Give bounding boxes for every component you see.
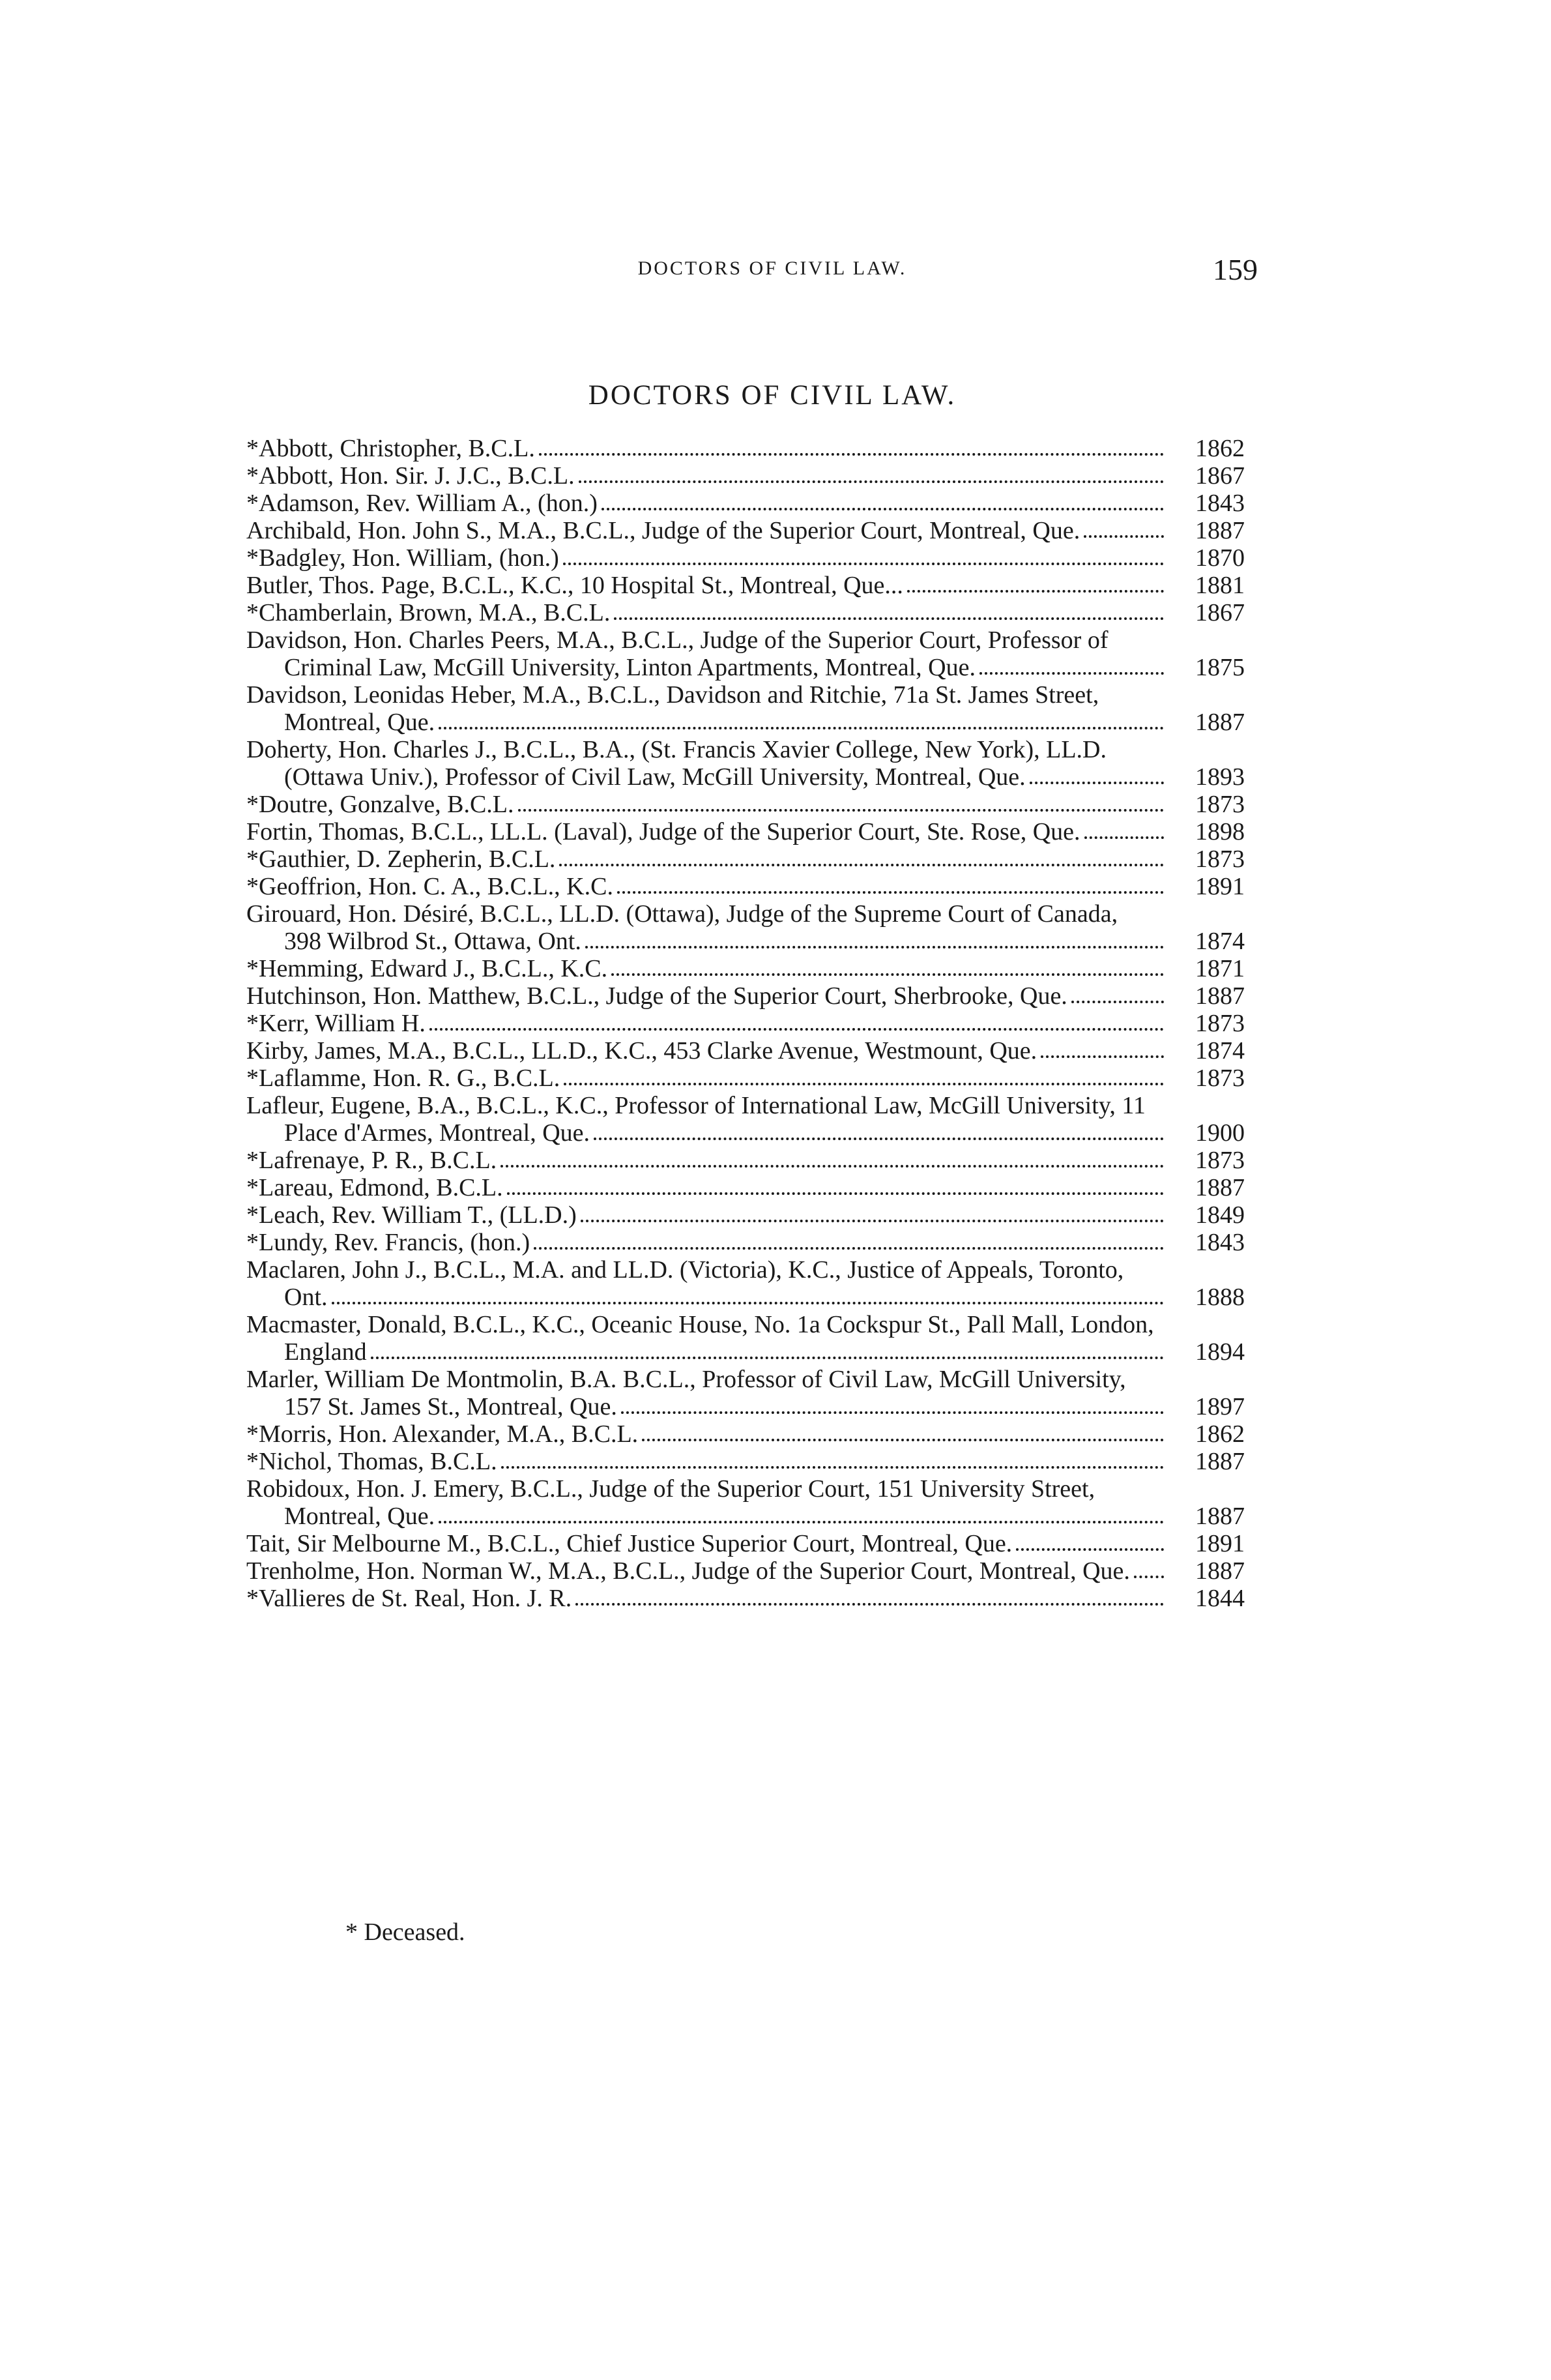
- entry-year: 1867: [1195, 599, 1245, 626]
- dot-leader: [1016, 1548, 1164, 1551]
- dot-leader: [602, 508, 1164, 510]
- list-item: [246, 1366, 1245, 1420]
- entry-name: *Vallieres de St. Real, Hon. J. R.: [246, 1585, 572, 1612]
- list-item: [246, 1201, 1245, 1229]
- dot-leader: [907, 590, 1164, 593]
- list-item: [246, 1037, 1245, 1065]
- entry-year: 1887: [1195, 982, 1245, 1010]
- list-item: [246, 982, 1245, 1010]
- list-item: [246, 435, 1245, 462]
- entry-year: 1887: [1195, 517, 1245, 544]
- dot-leader: [1134, 1576, 1164, 1578]
- dot-leader: [575, 1603, 1164, 1606]
- entry-name: *Lundy, Rev. Francis, (hon.): [246, 1229, 530, 1256]
- list-item: [246, 1448, 1245, 1475]
- entry-year: 1871: [1195, 955, 1245, 982]
- entry-year: 1873: [1195, 791, 1245, 818]
- section-title: DOCTORS OF CIVIL LAW.: [588, 380, 957, 411]
- entry-year: 1893: [1195, 763, 1245, 791]
- entry-year: 1900: [1195, 1119, 1245, 1147]
- list-item: [246, 1475, 1245, 1530]
- entry-year: 1843: [1195, 1229, 1245, 1256]
- entry-name: *Chamberlain, Brown, M.A., B.C.L.: [246, 599, 611, 626]
- entry-year: 1873: [1195, 845, 1245, 873]
- entry-name: *Abbott, Hon. Sir. J. J.C., B.C.L.: [246, 462, 575, 490]
- dot-leader: [564, 1083, 1164, 1085]
- running-head: [287, 253, 1258, 297]
- entry-name: *Lafrenaye, P. R., B.C.L.: [246, 1147, 497, 1174]
- running-title: DOCTORS OF CIVIL LAW.: [637, 257, 907, 279]
- list-item: [246, 490, 1245, 517]
- entry-year: 1891: [1195, 1530, 1245, 1557]
- list-item: [246, 1092, 1245, 1147]
- list-item: [246, 1420, 1245, 1448]
- entry-name: Lafleur, Eugene, B.A., B.C.L., K.C., Professor of International Law, McGill University, 11 Place d'Armes, Montreal, Que.: [246, 1092, 1146, 1147]
- entry-year: 1887: [1195, 1503, 1245, 1530]
- footnote: * Deceased.: [345, 1918, 465, 1946]
- entry-year: 1891: [1195, 873, 1245, 900]
- entry-year: 1888: [1195, 1284, 1245, 1311]
- entry-name: *Hemming, Edward J., B.C.L., K.C.: [246, 955, 608, 982]
- entry-year: 1844: [1195, 1585, 1245, 1612]
- list-item: [246, 1256, 1245, 1311]
- dot-leader: [371, 1357, 1164, 1359]
- list-item: [246, 873, 1245, 900]
- dot-leader: [559, 864, 1164, 866]
- entry-year: 1881: [1195, 572, 1245, 599]
- entry-name: *Geoffrion, Hon. C. A., B.C.L., K.C.: [246, 873, 613, 900]
- dot-leader: [585, 946, 1164, 948]
- entry-year: 1862: [1195, 435, 1245, 462]
- entry-name: Maclaren, John J., B.C.L., M.A. and LL.D. (Victoria), K.C., Justice of Appeals, Toronto, Ont.: [246, 1256, 1124, 1311]
- dot-leader: [429, 1028, 1164, 1031]
- entry-year: 1873: [1195, 1147, 1245, 1174]
- entry-name: Macmaster, Donald, B.C.L., K.C., Oceanic House, No. 1a Cockspur St., Pall Mall, London, England: [246, 1311, 1154, 1366]
- entry-name: *Badgley, Hon. William, (hon.): [246, 544, 559, 572]
- dot-leader: [501, 1466, 1164, 1469]
- dot-leader: [1030, 782, 1164, 784]
- dot-leader: [439, 1521, 1164, 1523]
- list-item: [246, 818, 1245, 845]
- dot-leader: [534, 1247, 1164, 1250]
- entry-name: *Doutre, Gonzalve, B.C.L.: [246, 791, 514, 818]
- entry-year: 1887: [1195, 1174, 1245, 1201]
- dot-leader: [332, 1302, 1165, 1304]
- entry-year: 1843: [1195, 490, 1245, 517]
- list-item: [246, 1585, 1245, 1612]
- entry-name: Tait, Sir Melbourne M., B.C.L., Chief Justice Superior Court, Montreal, Que.: [246, 1530, 1013, 1557]
- entry-year: 1898: [1195, 818, 1245, 845]
- entry-year: 1867: [1195, 462, 1245, 490]
- entry-year: 1849: [1195, 1201, 1245, 1229]
- dot-leader: [507, 1192, 1164, 1195]
- entry-year: 1873: [1195, 1010, 1245, 1037]
- doctors-list: [246, 435, 1245, 1612]
- list-item: [246, 1311, 1245, 1366]
- list-item: [246, 1557, 1245, 1585]
- entry-name: *Nichol, Thomas, B.C.L.: [246, 1448, 497, 1475]
- entry-name: Hutchinson, Hon. Matthew, B.C.L., Judge of the Superior Court, Sherbrooke, Que.: [246, 982, 1067, 1010]
- entry-name: Robidoux, Hon. J. Emery, B.C.L., Judge of the Superior Court, 151 University Street, Montreal, Que.: [246, 1475, 1095, 1530]
- entry-year: 1897: [1195, 1393, 1245, 1420]
- dot-leader: [563, 563, 1164, 565]
- list-item: [246, 1530, 1245, 1557]
- entry-year: 1874: [1195, 1037, 1245, 1065]
- entry-name: Archibald, Hon. John S., M.A., B.C.L., Judge of the Superior Court, Montreal, Que.: [246, 517, 1080, 544]
- entry-name: *Leach, Rev. William T., (LL.D.): [246, 1201, 577, 1229]
- list-item: [246, 544, 1245, 572]
- list-item: [246, 517, 1245, 544]
- list-item: [246, 791, 1245, 818]
- dot-leader: [1041, 1055, 1164, 1058]
- entry-name: Butler, Thos. Page, B.C.L., K.C., 10 Hospital St., Montreal, Que...: [246, 572, 903, 599]
- list-item: [246, 1229, 1245, 1256]
- entry-name: Marler, William De Montmolin, B.A. B.C.L., Professor of Civil Law, McGill University, 157 St. James St., Montreal, Que.: [246, 1366, 1126, 1420]
- list-item: [246, 900, 1245, 955]
- entry-year: 1887: [1195, 709, 1245, 736]
- entry-name: Girouard, Hon. Désiré, B.C.L., LL.D. (Ottawa), Judge of the Supreme Court of Canada, 398 Wilbrod St., Ottawa, Ont.: [246, 900, 1118, 955]
- list-item: [246, 572, 1245, 599]
- list-item: [246, 955, 1245, 982]
- dot-leader: [594, 1138, 1164, 1140]
- dot-leader: [614, 617, 1164, 620]
- list-item: [246, 1147, 1245, 1174]
- list-item: [246, 599, 1245, 626]
- dot-leader: [979, 672, 1164, 675]
- list-item: [246, 736, 1245, 791]
- entry-name: *Lareau, Edmond, B.C.L.: [246, 1174, 503, 1201]
- list-item: [246, 845, 1245, 873]
- entry-year: 1862: [1195, 1420, 1245, 1448]
- entry-name: Fortin, Thomas, B.C.L., LL.L. (Laval), Judge of the Superior Court, Ste. Rose, Que.: [246, 818, 1080, 845]
- entry-name: *Morris, Hon. Alexander, M.A., B.C.L.: [246, 1420, 639, 1448]
- entry-year: 1874: [1195, 928, 1245, 955]
- entry-name: *Adamson, Rev. William A., (hon.): [246, 490, 598, 517]
- entry-year: 1887: [1195, 1557, 1245, 1585]
- list-item: [246, 1174, 1245, 1201]
- page-number: 159: [1213, 253, 1258, 286]
- entry-name: *Gauthier, D. Zepherin, B.C.L.: [246, 845, 556, 873]
- dot-leader: [1084, 836, 1164, 839]
- dot-leader: [439, 727, 1164, 729]
- dot-leader: [581, 1220, 1164, 1222]
- list-item: [246, 626, 1245, 681]
- entry-name: *Abbott, Christopher, B.C.L.: [246, 435, 535, 462]
- entry-year: 1875: [1195, 654, 1245, 681]
- entry-year: 1873: [1195, 1065, 1245, 1092]
- dot-leader: [611, 973, 1164, 976]
- dot-leader: [500, 1165, 1164, 1168]
- dot-leader: [579, 480, 1164, 483]
- entry-name: *Laflamme, Hon. R. G., B.C.L.: [246, 1065, 560, 1092]
- list-item: [246, 462, 1245, 490]
- list-item: [246, 681, 1245, 736]
- entry-year: 1887: [1195, 1448, 1245, 1475]
- dot-leader: [1084, 535, 1164, 538]
- entry-name: Davidson, Hon. Charles Peers, M.A., B.C.L., Judge of the Superior Court, Professor of Criminal Law, McGill University, Linton Apartments, Montreal, Que.: [246, 626, 1109, 681]
- entry-name: Kirby, James, M.A., B.C.L., LL.D., K.C., 453 Clarke Avenue, Westmount, Que.: [246, 1037, 1037, 1065]
- dot-leader: [518, 809, 1164, 812]
- list-item: [246, 1065, 1245, 1092]
- entry-name: *Kerr, William H.: [246, 1010, 426, 1037]
- dot-leader: [1071, 1001, 1164, 1003]
- entry-year: 1894: [1195, 1338, 1245, 1366]
- entry-name: Davidson, Leonidas Heber, M.A., B.C.L., Davidson and Ritchie, 71a St. James Street, Montreal, Que.: [246, 681, 1099, 736]
- dot-leader: [621, 1411, 1164, 1414]
- dot-leader: [642, 1439, 1164, 1441]
- entry-name: Doherty, Hon. Charles J., B.C.L., B.A., (St. Francis Xavier College, New York), LL.D. (Ottawa Univ.), Professor of Civil Law, McGill University, Montreal, Que.: [246, 736, 1107, 791]
- entry-year: 1870: [1195, 544, 1245, 572]
- dot-leader: [539, 453, 1164, 456]
- dot-leader: [617, 891, 1164, 894]
- list-item: [246, 1010, 1245, 1037]
- entry-name: Trenholme, Hon. Norman W., M.A., B.C.L., Judge of the Superior Court, Montreal, Que.: [246, 1557, 1130, 1585]
